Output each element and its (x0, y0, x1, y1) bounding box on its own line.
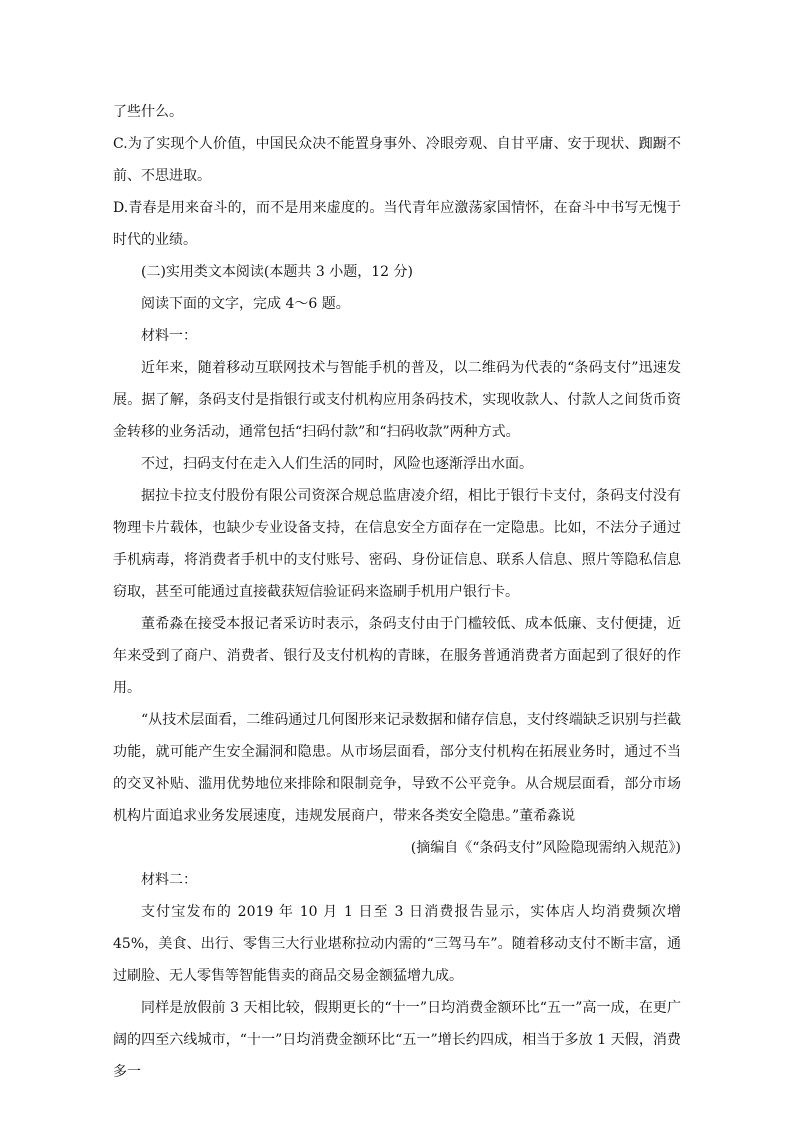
paragraph: 董希淼在接受本报记者采访时表示，条码支付由于门槛较低、成本低廉、支付便捷，近年来受到了商户、消费者、银行及支付机构的青睐，在服务普通消费者方面起到了很好的作用。 (113, 616, 681, 696)
paragraph: 近年来，随着移动互联网技术与智能手机的普及，以二维码为代表的“条码支付”迅速发展。据了解，条码支付是指银行或支付机构应用条码技术，实现收款人、付款人之间货币资金转移的业务活动，通常包括“扫码付款”和“扫码收款”两种方式。 (113, 360, 681, 440)
paragraph: 同样是放假前 3 天相比较，假期更长的“十一”日均消费金额环比“五一”高一成，在更广阔的四至六线城市，“十一”日均消费金额环比“五一”增长约四成，相当于多放 1 天假，消费多一 (113, 1000, 681, 1080)
option-d: D.青春是用来奋斗的，而不是用来虚度的。当代青年应激荡家国情怀，在奋斗中书写无愧于时代的业绩。 (113, 200, 681, 248)
option-c: C.为了实现个人价值，中国民众决不能置身事外、冷眼旁观、自甘平庸、安于现状、踟蹰不前、不思进取。 (113, 136, 681, 184)
instruction: 阅读下面的文字，完成 4～6 题。 (141, 296, 350, 312)
document-page (113, 96, 681, 1088)
material-one-label: 材料一： (141, 328, 197, 344)
material-two-label: 材料二： (141, 872, 197, 888)
paragraph: 据拉卡拉支付股份有限公司资深合规总监唐凌介绍，相比于银行卡支付，条码支付没有物理卡片载体，也缺少专业设备支持，在信息安全方面存在一定隐患。比如，不法分子通过手机病毒，将消费者手机中的支付账号、密码、身份证信息、联系人信息、照片等隐私信息窃取，甚至可能通过直接截获短信验证码来盗刷手机用户银行卡。 (113, 488, 681, 600)
source-citation: (摘编自《“条码支付”风险隐现需纳入规范》) (410, 840, 681, 856)
section-heading: (二)实用类文本阅读(本题共 3 小题，12 分) (141, 264, 413, 280)
paragraph: 支付宝发布的 2019 年 10 月 1 日至 3 日消费报告显示，实体店人均消费频次增 45%，美食、出行、零售三大行业堪称拉动内需的“三驾马车”。随着移动支付不断丰富，通过刷脸、无人零售等智能售卖的商品交易金额猛增九成。 (113, 904, 681, 984)
paragraph: “从技术层面看，二维码通过几何图形来记录数据和储存信息，支付终端缺乏识别与拦截功能，就可能产生安全漏洞和隐患。从市场层面看，部分支付机构在拓展业务时，通过不当的交叉补贴、滥用优势地位来排除和限制竞争，导致不公平竞争。从合规层面看，部分市场机构片面追求业务发展速度，违规发展商户，带来各类安全隐患。”董希淼说 (113, 712, 681, 824)
paragraph-continuation: 了些什么。 (113, 104, 183, 120)
paragraph: 不过，扫码支付在走入人们生活的同时，风险也逐渐浮出水面。 (141, 456, 533, 472)
